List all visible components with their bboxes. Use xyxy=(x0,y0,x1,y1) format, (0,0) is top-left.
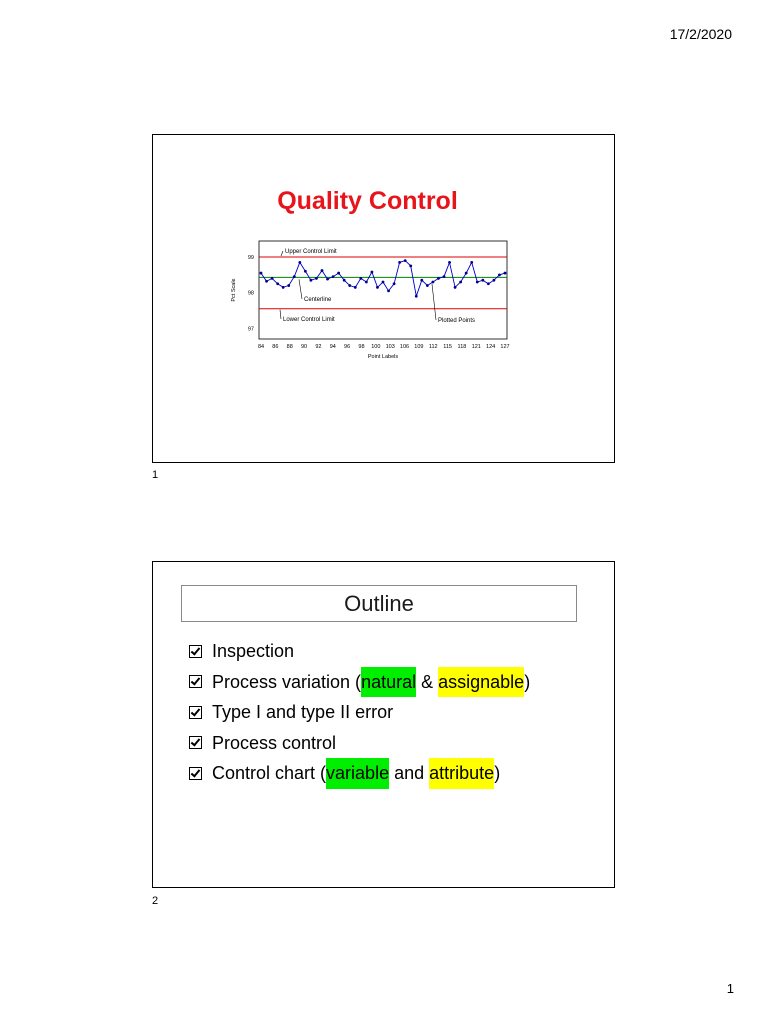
data-point xyxy=(315,277,318,280)
bullet-text: Control chart ( xyxy=(212,763,327,783)
data-point xyxy=(426,284,429,287)
data-point xyxy=(271,277,274,280)
x-tick-label: 88 xyxy=(286,344,293,350)
bullet-text: Process variation ( xyxy=(212,671,362,692)
checkbox-icon xyxy=(189,736,202,749)
data-point xyxy=(432,281,435,284)
y-tick-label: 97 xyxy=(247,326,254,333)
data-point xyxy=(493,279,496,282)
data-point xyxy=(365,281,368,284)
data-point xyxy=(465,272,468,275)
data-point xyxy=(409,265,412,268)
x-tick-label: 103 xyxy=(385,344,395,350)
data-point xyxy=(354,286,357,289)
annotation-arrow xyxy=(280,310,281,319)
bullet-item xyxy=(189,636,530,667)
slide-quality-control xyxy=(152,134,615,463)
x-tick-label: 115 xyxy=(443,344,452,350)
slide-outline xyxy=(152,561,615,888)
bullet-text: & xyxy=(416,671,439,692)
slide-title: Outline xyxy=(181,585,577,622)
data-point xyxy=(359,277,362,280)
data-point xyxy=(260,272,263,275)
data-point xyxy=(404,259,407,262)
bullet-text: Type I and type II error xyxy=(212,702,394,722)
y-tick-label: 99 xyxy=(247,255,254,262)
bullet-text: ) xyxy=(494,763,501,783)
x-tick-label: 84 xyxy=(257,344,265,350)
data-point xyxy=(371,271,374,274)
data-point xyxy=(437,277,440,280)
bullet-text: and xyxy=(389,763,430,783)
data-point xyxy=(443,275,446,278)
data-point xyxy=(298,261,301,264)
data-point xyxy=(459,281,462,284)
data-point xyxy=(393,282,396,285)
x-tick-label: 109 xyxy=(414,344,424,350)
bullet-item xyxy=(189,697,530,728)
data-point xyxy=(481,279,484,282)
data-point xyxy=(282,286,285,289)
annotation-arrow xyxy=(281,251,283,256)
x-tick-label: 90 xyxy=(300,344,308,350)
data-point xyxy=(326,278,329,281)
data-point xyxy=(276,282,279,285)
x-tick-label: 112 xyxy=(428,344,438,350)
bullet-item xyxy=(189,728,530,759)
data-point xyxy=(487,282,490,285)
bullet-item xyxy=(189,667,530,698)
data-point xyxy=(415,295,418,298)
annotation-centerline: Centerline xyxy=(304,297,332,303)
x-tick-label: 127 xyxy=(500,344,510,350)
y-tick-label: 98 xyxy=(247,290,254,297)
x-tick-label: 92 xyxy=(315,344,322,350)
slide-number: 2 xyxy=(152,895,159,907)
data-point xyxy=(265,280,268,283)
data-point xyxy=(387,289,390,292)
x-tick-label: 86 xyxy=(272,344,279,350)
data-point xyxy=(304,270,307,273)
checkbox-icon xyxy=(189,675,202,688)
plot-frame xyxy=(259,241,507,339)
annotation-arrow xyxy=(299,279,302,299)
slide-number: 1 xyxy=(152,469,159,481)
x-tick-label: 124 xyxy=(486,344,496,350)
data-point xyxy=(310,279,313,282)
x-axis-label: Point Labels xyxy=(367,354,399,360)
data-point xyxy=(332,275,335,278)
data-point xyxy=(476,281,479,284)
annotation-arrow xyxy=(432,284,436,320)
highlight-natural: natural xyxy=(361,667,416,698)
x-tick-label: 106 xyxy=(399,344,410,350)
bullet-text: ) xyxy=(524,671,531,692)
data-point xyxy=(504,272,507,275)
x-tick-label: 96 xyxy=(344,344,351,350)
data-point xyxy=(420,279,423,282)
highlight-variable: variable xyxy=(326,758,389,789)
data-point xyxy=(448,261,451,264)
data-point xyxy=(454,286,457,289)
highlight-assignable: assignable xyxy=(438,667,524,698)
bullet-text: Process control xyxy=(212,732,337,753)
y-axis-label: Pct Scale xyxy=(231,278,237,302)
data-series-line xyxy=(261,261,505,297)
data-point xyxy=(376,286,379,289)
data-point xyxy=(348,284,351,287)
annotation-ucl: Upper Control Limit xyxy=(285,249,337,255)
data-point xyxy=(382,281,385,284)
checkbox-icon xyxy=(189,767,202,780)
x-tick-label: 121 xyxy=(471,344,481,350)
slide-title: Quality Control xyxy=(277,187,458,215)
bullet-list xyxy=(189,636,530,789)
data-point xyxy=(321,269,324,272)
bullet-item xyxy=(189,758,530,789)
data-point xyxy=(293,275,296,278)
annotation-lcl: Lower Control Limit xyxy=(283,317,335,323)
control-chart xyxy=(223,235,523,367)
data-point xyxy=(337,272,340,275)
checkbox-icon xyxy=(189,645,202,658)
header-date: 17/2/2020 xyxy=(669,26,732,42)
checkbox-icon xyxy=(189,706,202,719)
bullet-text: Inspection xyxy=(212,641,295,661)
highlight-attribute: attribute xyxy=(429,758,494,789)
data-point xyxy=(343,279,346,282)
x-tick-label: 98 xyxy=(358,344,365,350)
data-point xyxy=(498,273,501,276)
data-point xyxy=(287,284,290,287)
data-point xyxy=(470,261,473,264)
x-tick-label: 118 xyxy=(457,344,467,350)
x-tick-label: 94 xyxy=(329,344,336,350)
annotation-plotted-points: Plotted Points xyxy=(438,318,476,324)
page-number: 1 xyxy=(726,981,734,996)
data-point xyxy=(398,261,401,264)
x-tick-label: 100 xyxy=(371,344,381,350)
